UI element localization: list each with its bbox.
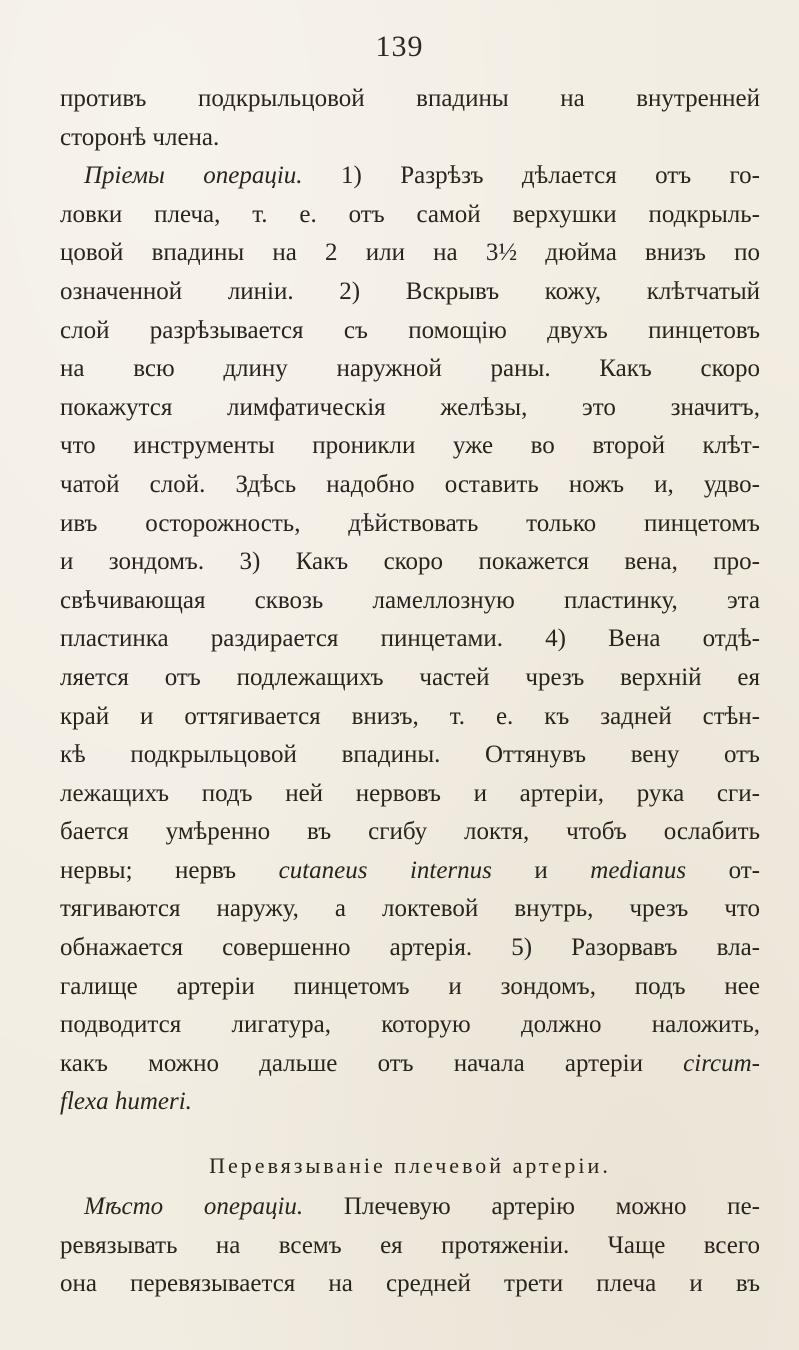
- latin-term: medianus: [590, 856, 687, 884]
- text-line: галище артеріи пинцетомъ и зондомъ, подъ нее: [60, 972, 760, 1000]
- text-line: ревязывать на всемъ ея протяженіи. Чаще всего: [60, 1231, 760, 1259]
- page-number: 139: [375, 30, 424, 63]
- text-line: ивъ осторожность, дѣйствовать только пинцетомъ: [60, 509, 760, 537]
- text-line: подводится лигатура, которую должно наложить,: [60, 1011, 760, 1039]
- text-line: [60, 1083, 760, 1122]
- text-line: нервы; нервъ cutaneus internus и medianus от-: [60, 856, 760, 884]
- page-text: [60, 80, 760, 1304]
- text-line: Пріемы операціи. 1) Разрѣзъ дѣлается отъ го-: [84, 162, 760, 190]
- text-line: и зондомъ. 3) Какъ скоро покажется вена, про-: [60, 548, 760, 576]
- italic-phrase: Мѣсто операціи.: [84, 1193, 304, 1221]
- text-line: какъ можно дальше отъ начала артеріи circum-: [60, 1049, 760, 1077]
- latin-term: flexa humeri.: [60, 1088, 192, 1116]
- latin-term: cutaneus internus: [278, 856, 492, 884]
- text-line: пластинка раздирается пинцетами. 4) Вена отдѣ-: [60, 625, 760, 653]
- text-line: что инструменты проникли уже во второй клѣт-: [60, 432, 760, 460]
- text-line: ляется отъ подлежащихъ частей чрезъ верхній ея: [60, 663, 760, 691]
- text-line: свѣчивающая сквозь ламеллозную пластинку, эта: [60, 586, 760, 614]
- text-line: противъ подкрыльцовой впадины на внутренней: [60, 85, 760, 112]
- text-line: Мѣсто операціи. Плечевую артерію можно пе-: [84, 1193, 760, 1221]
- text-line: она перевязывается на средней трети плеча и въ: [60, 1270, 760, 1298]
- italic-phrase: Пріемы операціи.: [84, 162, 303, 190]
- text-line: цовой впадины на 2 или на 3½ дюйма внизъ по: [60, 239, 760, 267]
- section-heading: Перевязываніе плечевой артеріи.: [209, 1153, 611, 1179]
- text-line: чатой слой. Здѣсь надобно оставить ножъ и, удво-: [60, 470, 760, 498]
- text-line: сторонѣ члена.: [60, 123, 220, 151]
- text-line: бается умѣренно въ сгибу локтя, чтобъ ослабить: [60, 818, 760, 846]
- text-line: обнажается совершенно артерія. 5) Разорвавъ вла-: [60, 934, 760, 962]
- text-line: край и оттягивается внизъ, т. е. къ задней стѣн-: [60, 702, 760, 730]
- text-line: кѣ подкрыльцовой впадины. Оттянувъ вену отъ: [60, 741, 760, 769]
- text-line: на всю длину наружной раны. Какъ скоро: [60, 355, 760, 383]
- text-line: лежащихъ подъ ней нервовъ и артеріи, рука сги-: [60, 779, 760, 807]
- text-line: ловки плеча, т. е. отъ самой верхушки подкрыль-: [60, 200, 760, 228]
- text-line: покажутся лимфатическія желѣзы, это значитъ,: [60, 393, 760, 421]
- text-line: слой разрѣзывается съ помощію двухъ пинцетовъ: [60, 316, 760, 344]
- latin-term: circum-: [683, 1049, 760, 1077]
- text-line: означенной линіи. 2) Вскрывъ кожу, клѣтчатый: [60, 277, 760, 305]
- text-line: тягиваются наружу, а локтевой внутрь, чрезъ что: [60, 895, 760, 923]
